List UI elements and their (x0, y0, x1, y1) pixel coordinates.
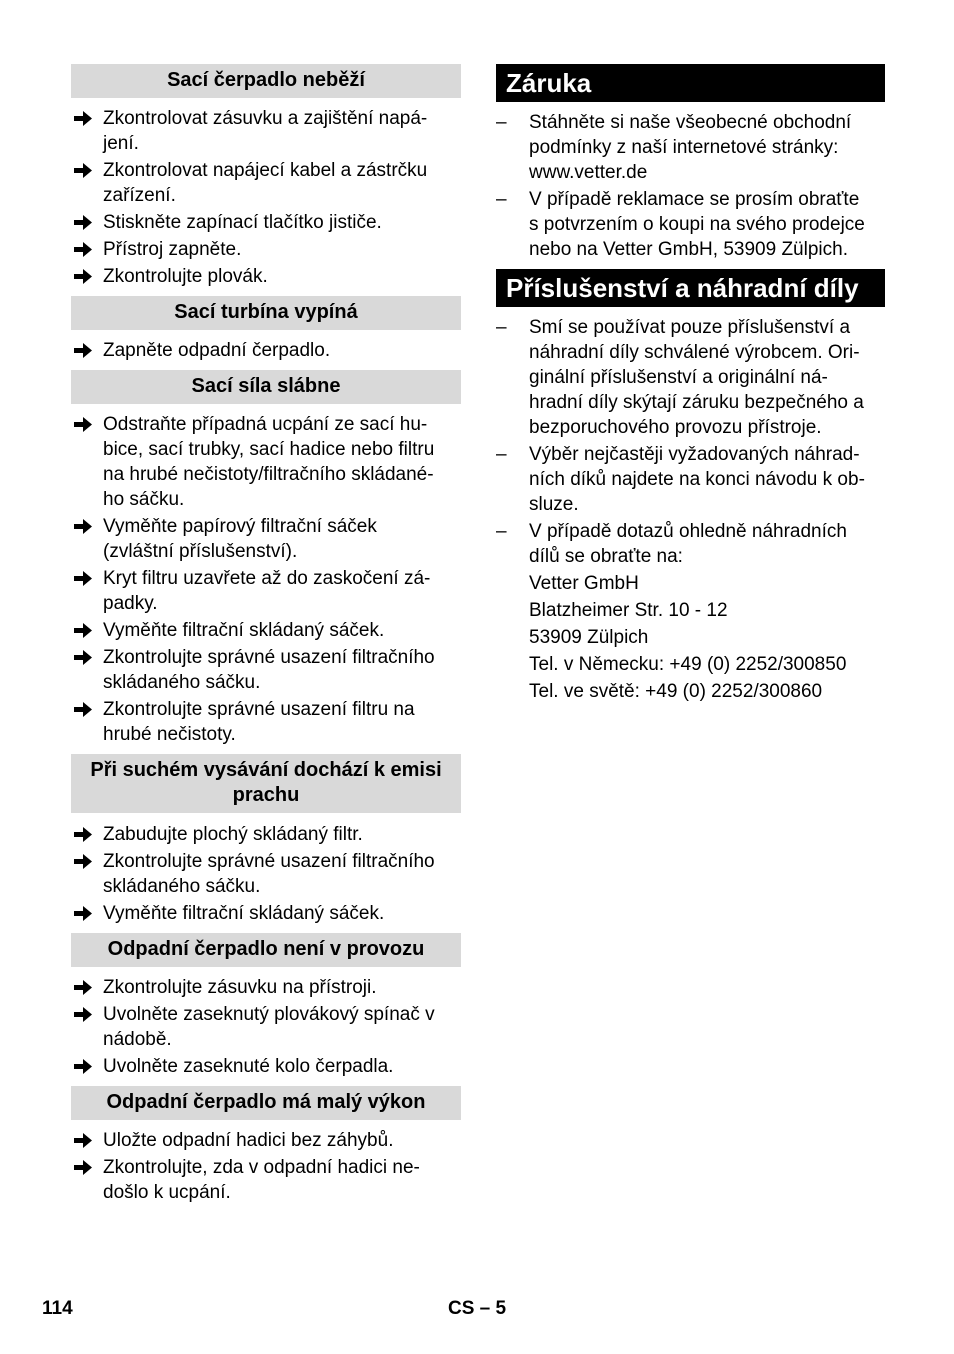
instruction-item (71, 975, 461, 1000)
arrow-right-icon (73, 645, 93, 670)
bullet-item (496, 442, 885, 517)
warranty-list (496, 110, 885, 262)
instruction-text: Uvolněte zaseknuté kolo čerpadla. (103, 1056, 394, 1077)
bullet-item (496, 187, 885, 262)
arrow-right-icon (73, 975, 93, 1000)
section-heading: Při suchém vysávání dochází k emisi prachu (71, 754, 461, 813)
section-heading: Sací turbína vypíná (71, 296, 461, 330)
arrow-right-icon (73, 1155, 93, 1180)
instruction-text: Zkontrolovat napájecí kabel a zástrčku zařízení. (103, 160, 428, 206)
arrow-right-icon (73, 210, 93, 235)
instruction-list (71, 1128, 461, 1205)
contact-block (496, 571, 885, 704)
instruction-item (71, 849, 461, 899)
instruction-item (71, 618, 461, 643)
contact-line: Tel. ve světě: +49 (0) 2252/300860 (529, 681, 823, 702)
arrow-right-icon (73, 901, 93, 926)
instruction-text: Zkontrolujte zásuvku na přístroji. (103, 977, 377, 998)
instruction-item (71, 645, 461, 695)
instruction-list (71, 822, 461, 926)
arrow-right-icon (73, 822, 93, 847)
arrow-right-icon (73, 1002, 93, 1027)
arrow-right-icon (73, 412, 93, 437)
contact-line: Blatzheimer Str. 10 - 12 (529, 600, 728, 621)
instruction-item (71, 158, 461, 208)
bullet-item (496, 110, 885, 185)
bullet-text: V případě reklamace se prosím obraťte s potvrzením o koupi na svého prodejce nebo na Vetter GmbH, 53909 Zülpich. (529, 189, 865, 260)
arrow-right-icon (73, 106, 93, 131)
bullet-item (496, 519, 885, 569)
section-heading: Odpadní čerpadlo má malý výkon (71, 1086, 461, 1120)
section-heading: Sací čerpadlo neběží (71, 64, 461, 98)
accessories-list (496, 315, 885, 569)
instruction-item (71, 210, 461, 235)
instruction-item (71, 264, 461, 289)
arrow-right-icon (73, 264, 93, 289)
instruction-item (71, 1128, 461, 1153)
dash-bullet: – (496, 521, 507, 542)
arrow-right-icon (73, 697, 93, 722)
instruction-text: Zabudujte plochý skládaný filtr. (103, 824, 363, 845)
instruction-text: Přístroj zapněte. (103, 239, 242, 260)
arrow-right-icon (73, 237, 93, 262)
bullet-text: Stáhněte si naše všeobecné obchodní podmínky z naší internetové stránky: www.vetter.de (529, 112, 852, 183)
instruction-text: Zkontrolujte, zda v odpadní hadici ne- došlo k ucpání. (103, 1157, 420, 1203)
instruction-item (71, 338, 461, 363)
contact-line: 53909 Zülpich (529, 627, 649, 648)
arrow-right-icon (73, 158, 93, 183)
instruction-text: Kryt filtru uzavřete až do zaskočení zá- padky. (103, 568, 431, 614)
instruction-text: Vyměňte filtrační skládaný sáček. (103, 903, 385, 924)
instruction-list (71, 412, 461, 747)
section-heading: Sací síla slábne (71, 370, 461, 404)
instruction-item (71, 697, 461, 747)
instruction-item (71, 412, 461, 512)
arrow-right-icon (73, 338, 93, 363)
contact-line: Tel. v Německu: +49 (0) 2252/300850 (529, 654, 847, 675)
instruction-list (71, 975, 461, 1079)
troubleshooting-column (71, 64, 461, 1207)
info-column (496, 64, 885, 704)
bullet-item (496, 315, 885, 440)
warranty-heading: Záruka (496, 64, 885, 102)
instruction-item (71, 1002, 461, 1052)
instruction-item (71, 1155, 461, 1205)
instruction-text: Zkontrolujte správné usazení filtračního skládaného sáčku. (103, 851, 435, 897)
instruction-item (71, 1054, 461, 1079)
arrow-right-icon (73, 618, 93, 643)
instruction-text: Odstraňte případná ucpání ze sací hu- bice, sací trubky, sací hadice nebo filtru na hrubé nečistoty/filtračního skládané- ho sáčku. (103, 414, 435, 510)
instruction-text: Vyměňte filtrační skládaný sáček. (103, 620, 385, 641)
bullet-text: Smí se používat pouze příslušenství a náhradní díly schválené výrobcem. Ori- ginální příslušenství a originální ná- hradní díly skýtají záruku bezpečného a bezporuchového provozu přístroje. (529, 317, 864, 438)
section-heading: Odpadní čerpadlo není v provozu (71, 933, 461, 967)
contact-line: Vetter GmbH (529, 573, 639, 594)
instruction-list (71, 338, 461, 363)
instruction-text: Zkontrolovat zásuvku a zajištění napá- jení. (103, 108, 428, 154)
instruction-item (71, 514, 461, 564)
instruction-item (71, 237, 461, 262)
instruction-item (71, 106, 461, 156)
instruction-text: Uvolněte zaseknutý plovákový spínač v nádobě. (103, 1004, 435, 1050)
instruction-text: Zkontrolujte správné usazení filtru na hrubé nečistoty. (103, 699, 415, 745)
instruction-text: Uložte odpadní hadici bez záhybů. (103, 1130, 394, 1151)
instruction-list (71, 106, 461, 289)
language-page-label: CS – 5 (448, 1298, 507, 1319)
dash-bullet: – (496, 189, 507, 210)
arrow-right-icon (73, 1128, 93, 1153)
instruction-text: Zkontrolujte správné usazení filtračního skládaného sáčku. (103, 647, 435, 693)
arrow-right-icon (73, 566, 93, 591)
accessories-heading: Příslušenství a náhradní díly (496, 269, 885, 307)
dash-bullet: – (496, 444, 507, 465)
instruction-text: Stiskněte zapínací tlačítko jističe. (103, 212, 382, 233)
instruction-text: Zapněte odpadní čerpadlo. (103, 340, 331, 361)
instruction-item (71, 901, 461, 926)
instruction-text: Vyměňte papírový filtrační sáček (zvláštní příslušenství). (103, 516, 377, 562)
dash-bullet: – (496, 317, 507, 338)
arrow-right-icon (73, 514, 93, 539)
instruction-item (71, 822, 461, 847)
arrow-right-icon (73, 849, 93, 874)
arrow-right-icon (73, 1054, 93, 1079)
bullet-text: Výběr nejčastěji vyžadovaných náhrad- ních díků najdete na konci návodu k ob- sluze. (529, 444, 865, 515)
dash-bullet: – (496, 112, 507, 133)
page-number: 114 (42, 1298, 73, 1319)
instruction-item (71, 566, 461, 616)
instruction-text: Zkontrolujte plovák. (103, 266, 268, 287)
bullet-text: V případě dotazů ohledně náhradních dílů se obraťte na: (529, 521, 847, 567)
